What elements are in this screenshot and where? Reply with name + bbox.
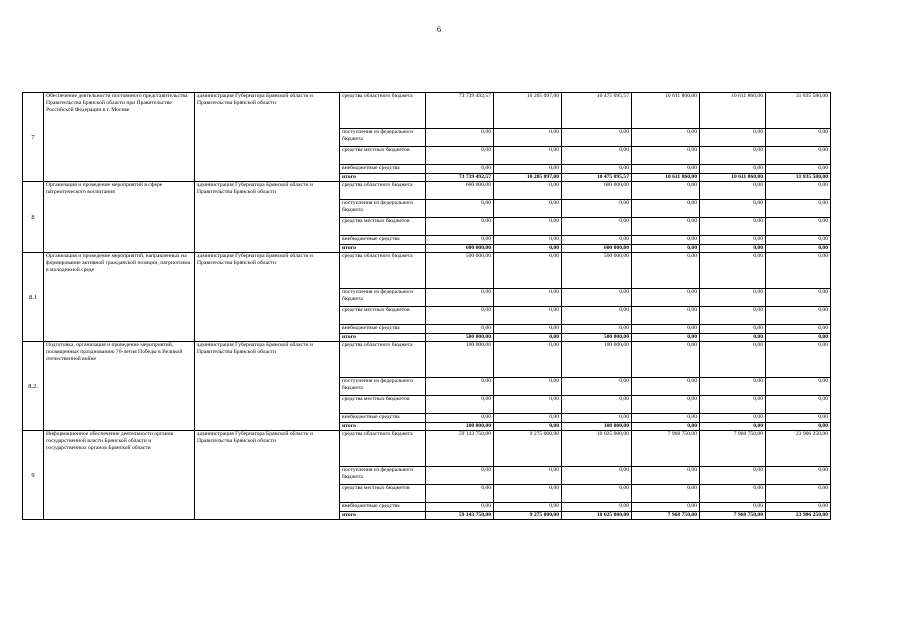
amount-cell: 0,00 [494, 289, 562, 307]
amount-cell: 0,00 [426, 503, 494, 512]
amount-cell: 0,00 [426, 147, 494, 165]
amount-cell: 0,00 [632, 503, 700, 512]
amount-cell: 0,00 [632, 165, 700, 174]
amount-cell: 0,00 [700, 200, 766, 218]
amount-cell: 10 025 000,00 [562, 431, 632, 467]
funding-source: поступления из федерального бюджета [340, 467, 426, 485]
amount-cell: 0,00 [426, 378, 494, 396]
responsible-executor: администрация Губернатора Брянской области и Правительства Брянской области [195, 253, 340, 342]
amount-cell: 0,00 [632, 342, 700, 378]
funding-source: поступления из федерального бюджета [340, 129, 426, 147]
funding-source: внебюджетные средства [340, 503, 426, 512]
amount-cell: 500 000,00 [426, 334, 494, 342]
amount-cell: 600 000,00 [426, 245, 494, 253]
amount-cell: 0,00 [766, 503, 831, 512]
amount-cell: 0,00 [494, 485, 562, 503]
amount-cell: 0,00 [426, 218, 494, 236]
amount-cell: 0,00 [766, 289, 831, 307]
amount-cell: 0,00 [562, 503, 632, 512]
amount-cell: 500 000,00 [426, 253, 494, 289]
amount-cell: 0,00 [426, 165, 494, 174]
amount-cell: 0,00 [426, 236, 494, 245]
amount-cell: 0,00 [562, 396, 632, 414]
amount-cell: 0,00 [700, 503, 766, 512]
responsible-executor: администрация Губернатора Брянской области и Правительства Брянской области [195, 93, 340, 182]
funding-source: средства областного бюджета [340, 182, 426, 200]
amount-cell: 600 000,00 [562, 182, 632, 200]
funding-source: средства местных бюджетов [340, 396, 426, 414]
responsible-executor: администрация Губернатора Брянской области и Правительства Брянской области [195, 342, 340, 431]
amount-cell: 10 611 860,00 [700, 174, 766, 182]
amount-cell: 0,00 [766, 253, 831, 289]
amount-cell: 0,00 [766, 485, 831, 503]
amount-cell: 0,00 [426, 289, 494, 307]
amount-cell: 0,00 [700, 325, 766, 334]
amount-cell: 0,00 [562, 414, 632, 423]
amount-cell: 0,00 [700, 182, 766, 200]
amount-cell: 100 000,00 [426, 342, 494, 378]
amount-cell: 0,00 [494, 147, 562, 165]
funding-source: средства областного бюджета [340, 431, 426, 467]
amount-cell: 500 000,00 [562, 253, 632, 289]
activity-name: Информационное обеспечение деятельности органов государственной власти Брянской области и государственных органов Брянской области [44, 431, 195, 520]
amount-cell: 0,00 [766, 236, 831, 245]
amount-cell: 0,00 [494, 245, 562, 253]
amount-cell: 0,00 [766, 147, 831, 165]
amount-cell: 10 205 097,00 [494, 174, 562, 182]
funding-source: средства областного бюджета [340, 342, 426, 378]
funding-source: средства областного бюджета [340, 253, 426, 289]
amount-cell: 0,00 [632, 414, 700, 423]
table-row [23, 93, 831, 129]
row-number: 7 [23, 93, 44, 182]
amount-cell: 0,00 [700, 147, 766, 165]
amount-cell: 0,00 [494, 503, 562, 512]
funding-source: поступления из федерального бюджета [340, 378, 426, 396]
amount-cell: 0,00 [632, 485, 700, 503]
amount-cell: 0,00 [494, 378, 562, 396]
amount-cell: 23 906 250,00 [766, 512, 831, 520]
amount-cell: 23 906 250,00 [766, 431, 831, 467]
amount-cell: 0,00 [766, 378, 831, 396]
amount-cell: 0,00 [426, 467, 494, 485]
amount-cell: 31 835 580,00 [766, 93, 831, 129]
amount-cell: 0,00 [700, 334, 766, 342]
activity-name: Организация и проведение мероприятий, направленных на формирование активной гражданской позиции, патриотизма в молодежной среде [44, 253, 195, 342]
amount-cell: 0,00 [700, 236, 766, 245]
amount-cell: 0,00 [632, 245, 700, 253]
amount-cell: 0,00 [494, 218, 562, 236]
amount-cell: 0,00 [766, 165, 831, 174]
amount-cell: 0,00 [632, 467, 700, 485]
budget-table [22, 92, 831, 520]
amount-cell: 100 000,00 [562, 423, 632, 431]
amount-cell: 10 611 860,00 [700, 93, 766, 129]
row-number: 8 [23, 182, 44, 253]
amount-cell: 0,00 [494, 236, 562, 245]
amount-cell: 0,00 [562, 236, 632, 245]
amount-cell: 0,00 [632, 253, 700, 289]
amount-cell: 0,00 [766, 245, 831, 253]
funding-source: внебюджетные средства [340, 325, 426, 334]
funding-source: средства местных бюджетов [340, 307, 426, 325]
activity-name: Обеспечение деятельности постоянного представительства Правительства Брянской области при Правительстве Российской Федерации в г. Москве [44, 93, 195, 182]
amount-cell: 0,00 [632, 396, 700, 414]
amount-cell: 0,00 [562, 378, 632, 396]
amount-cell: 0,00 [562, 307, 632, 325]
table-row [23, 342, 831, 378]
amount-cell: 0,00 [700, 414, 766, 423]
amount-cell: 0,00 [766, 200, 831, 218]
amount-cell: 100 000,00 [426, 423, 494, 431]
amount-cell: 9 275 000,00 [494, 431, 562, 467]
funding-source: средства местных бюджетов [340, 485, 426, 503]
amount-cell: 10 611 860,00 [632, 174, 700, 182]
responsible-executor: администрация Губернатора Брянской области и Правительства Брянской области [195, 431, 340, 520]
amount-cell: 0,00 [700, 289, 766, 307]
amount-cell: 0,00 [562, 485, 632, 503]
amount-cell: 0,00 [494, 467, 562, 485]
amount-cell: 59 143 750,00 [426, 512, 494, 520]
amount-cell: 0,00 [494, 307, 562, 325]
amount-cell: 31 835 580,00 [766, 174, 831, 182]
amount-cell: 0,00 [494, 396, 562, 414]
amount-cell: 10 611 860,00 [632, 93, 700, 129]
amount-cell: 0,00 [766, 414, 831, 423]
amount-cell: 0,00 [426, 485, 494, 503]
amount-cell: 10 205 097,00 [494, 93, 562, 129]
activity-name: Организация и проведение мероприятий в сфере патриотического воспитания [44, 182, 195, 253]
table-row [23, 182, 831, 200]
amount-cell: 10 475 095,57 [562, 93, 632, 129]
amount-cell: 0,00 [562, 147, 632, 165]
amount-cell: 600 000,00 [426, 182, 494, 200]
page-number: 6 [437, 25, 441, 34]
amount-cell: 0,00 [562, 289, 632, 307]
amount-cell: 0,00 [562, 129, 632, 147]
funding-source: внебюджетные средства [340, 414, 426, 423]
amount-cell: 0,00 [766, 325, 831, 334]
amount-cell: 7 968 750,00 [632, 512, 700, 520]
amount-cell: 0,00 [700, 165, 766, 174]
amount-cell: 0,00 [562, 325, 632, 334]
funding-source: итого [340, 174, 426, 182]
amount-cell: 0,00 [494, 342, 562, 378]
amount-cell: 0,00 [562, 218, 632, 236]
amount-cell: 0,00 [700, 342, 766, 378]
funding-source: итого [340, 334, 426, 342]
amount-cell: 0,00 [426, 396, 494, 414]
amount-cell: 7 968 750,00 [700, 512, 766, 520]
amount-cell: 0,00 [562, 467, 632, 485]
amount-cell: 0,00 [766, 334, 831, 342]
funding-source: поступления из федерального бюджета [340, 200, 426, 218]
amount-cell: 0,00 [700, 485, 766, 503]
amount-cell: 500 000,00 [562, 334, 632, 342]
table-row [23, 431, 831, 467]
amount-cell: 0,00 [700, 129, 766, 147]
amount-cell: 0,00 [766, 182, 831, 200]
amount-cell: 0,00 [426, 129, 494, 147]
amount-cell: 0,00 [766, 129, 831, 147]
activity-name: Подготовка, организация и проведение мероприятий, посвященных празднованию 70-летия Победы в Великой отечественной войне [44, 342, 195, 431]
amount-cell: 0,00 [700, 218, 766, 236]
amount-cell: 0,00 [632, 325, 700, 334]
amount-cell: 0,00 [494, 414, 562, 423]
amount-cell: 0,00 [700, 307, 766, 325]
amount-cell: 0,00 [700, 245, 766, 253]
funding-source: итого [340, 245, 426, 253]
amount-cell: 0,00 [766, 423, 831, 431]
amount-cell: 9 275 000,00 [494, 512, 562, 520]
amount-cell: 0,00 [494, 325, 562, 334]
amount-cell: 0,00 [700, 253, 766, 289]
amount-cell: 0,00 [494, 182, 562, 200]
amount-cell: 0,00 [562, 165, 632, 174]
amount-cell: 0,00 [632, 378, 700, 396]
row-number: 8.1 [23, 253, 44, 342]
amount-cell: 0,00 [632, 218, 700, 236]
row-number: 8.2. [23, 342, 44, 431]
funding-source: внебюджетные средства [340, 165, 426, 174]
amount-cell: 0,00 [632, 307, 700, 325]
amount-cell: 0,00 [632, 182, 700, 200]
amount-cell: 0,00 [700, 467, 766, 485]
amount-cell: 0,00 [632, 334, 700, 342]
amount-cell: 7 968 750,00 [700, 431, 766, 467]
table-row [23, 253, 831, 289]
amount-cell: 0,00 [766, 218, 831, 236]
funding-source: средства местных бюджетов [340, 218, 426, 236]
funding-source: внебюджетные средства [340, 236, 426, 245]
amount-cell: 0,00 [494, 334, 562, 342]
amount-cell: 0,00 [426, 307, 494, 325]
amount-cell: 0,00 [426, 200, 494, 218]
amount-cell: 0,00 [700, 378, 766, 396]
amount-cell: 0,00 [494, 200, 562, 218]
funding-source: итого [340, 423, 426, 431]
row-number: 9 [23, 431, 44, 520]
amount-cell: 0,00 [700, 423, 766, 431]
amount-cell: 0,00 [700, 396, 766, 414]
amount-cell: 0,00 [426, 414, 494, 423]
amount-cell: 0,00 [766, 307, 831, 325]
amount-cell: 10 025 000,00 [562, 512, 632, 520]
amount-cell: 0,00 [632, 147, 700, 165]
funding-source: итого [340, 512, 426, 520]
amount-cell: 0,00 [632, 423, 700, 431]
amount-cell: 0,00 [766, 342, 831, 378]
amount-cell: 0,00 [494, 253, 562, 289]
funding-source: средства областного бюджета [340, 93, 426, 129]
amount-cell: 0,00 [632, 200, 700, 218]
amount-cell: 73 739 492,57 [426, 174, 494, 182]
funding-source: средства местных бюджетов [340, 147, 426, 165]
amount-cell: 10 475 095,57 [562, 174, 632, 182]
amount-cell: 100 000,00 [562, 342, 632, 378]
responsible-executor: администрация Губернатора Брянской области и Правительства Брянской области [195, 182, 340, 253]
amount-cell: 0,00 [632, 289, 700, 307]
amount-cell: 0,00 [494, 129, 562, 147]
amount-cell: 0,00 [766, 396, 831, 414]
amount-cell: 73 739 492,57 [426, 93, 494, 129]
amount-cell: 0,00 [632, 236, 700, 245]
amount-cell: 0,00 [632, 129, 700, 147]
amount-cell: 7 968 750,00 [632, 431, 700, 467]
amount-cell: 59 143 750,00 [426, 431, 494, 467]
amount-cell: 0,00 [494, 165, 562, 174]
funding-source: поступления из федерального бюджета [340, 289, 426, 307]
amount-cell: 600 000,00 [562, 245, 632, 253]
amount-cell: 0,00 [562, 200, 632, 218]
amount-cell: 0,00 [766, 467, 831, 485]
amount-cell: 0,00 [426, 325, 494, 334]
amount-cell: 0,00 [494, 423, 562, 431]
